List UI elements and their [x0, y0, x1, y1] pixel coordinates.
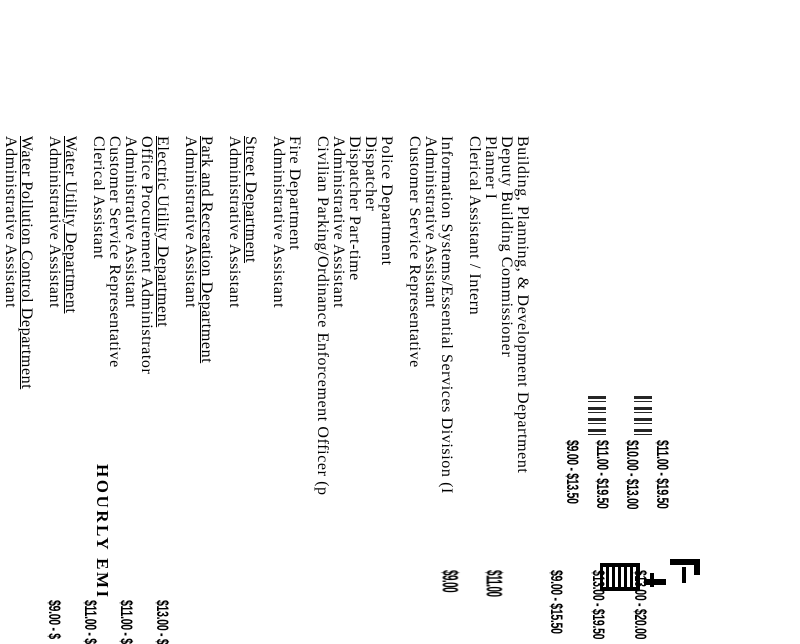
- position: Customer Service Representative: [406, 136, 423, 368]
- position: Administrative Assistant: [422, 136, 439, 309]
- dept-police: Police Department: [378, 136, 395, 266]
- position: Administrative Assistant: [330, 136, 347, 309]
- dept-water-utility: Water Utility Department: [62, 136, 79, 314]
- position: Office Procurement Administrator: [138, 136, 155, 375]
- wage-col2-row2: $11.00 - $: [81, 600, 100, 644]
- city-seal-logo-icon: [596, 555, 706, 600]
- wage-col0-row1: $13.00 - $19.50: [589, 570, 608, 640]
- wage-col2-row3: $9.00 - $: [45, 600, 64, 639]
- wage-col0-row0: $13.00 - $20.00: [631, 570, 650, 640]
- position: Dispatcher: [362, 136, 379, 212]
- scan-artifact: [634, 396, 652, 438]
- position: Planner I: [482, 136, 499, 200]
- dept-electric: Electric Utility Department: [154, 136, 171, 328]
- wage-col1-row1: $10.00 - $13.00: [623, 440, 642, 510]
- position: Administrative Assistant: [182, 136, 199, 309]
- page-heading: HOURLY EMI: [93, 464, 112, 600]
- wage-col1-row2: $11.00 - $19.50: [593, 440, 612, 509]
- dept-fire: Fire Department: [286, 136, 303, 251]
- wage-col1-row3: $9.00 - $13.50: [563, 440, 582, 504]
- scan-artifact: [588, 396, 606, 438]
- wage-col0-row2: $9.00 - $15.50: [547, 570, 566, 634]
- wage-blurred-0: $11.00: [481, 570, 507, 597]
- position: Civilian Parking/Ordinance Enforcement Officer (p: [314, 136, 331, 496]
- position: Administrative Assistant: [226, 136, 243, 309]
- dept-park: Park and Recreation Department: [198, 136, 215, 364]
- position: Administrative Assistant: [270, 136, 287, 309]
- position: Clerical Assistant / Intern: [466, 136, 483, 316]
- dept-street: Street Department: [242, 136, 259, 264]
- wage-col2-row1: $11.00 - $: [117, 600, 136, 644]
- position: Clerical Assistant: [90, 136, 107, 260]
- dept-information-systems: Information Systems/Essential Services Division (I: [438, 136, 455, 494]
- dept-building: Building, Planning, & Development Department: [514, 136, 531, 474]
- wage-col2-row0: $13.00 - $: [153, 600, 172, 644]
- position: Dispatcher Part-time: [346, 136, 363, 281]
- position: Administrative Assistant: [2, 136, 19, 309]
- position: Customer Service Representative: [106, 136, 123, 368]
- wage-blurred-1: $9.00: [437, 570, 463, 593]
- position: Deputy Building Commissioner: [498, 136, 515, 358]
- position: Administrative Assistant: [122, 136, 139, 309]
- dept-water-pollution: Water Pollution Control Department: [18, 136, 35, 390]
- wage-col1-row0: $11.00 - $19.50: [653, 440, 672, 509]
- position: Administrative Assistant: [46, 136, 63, 309]
